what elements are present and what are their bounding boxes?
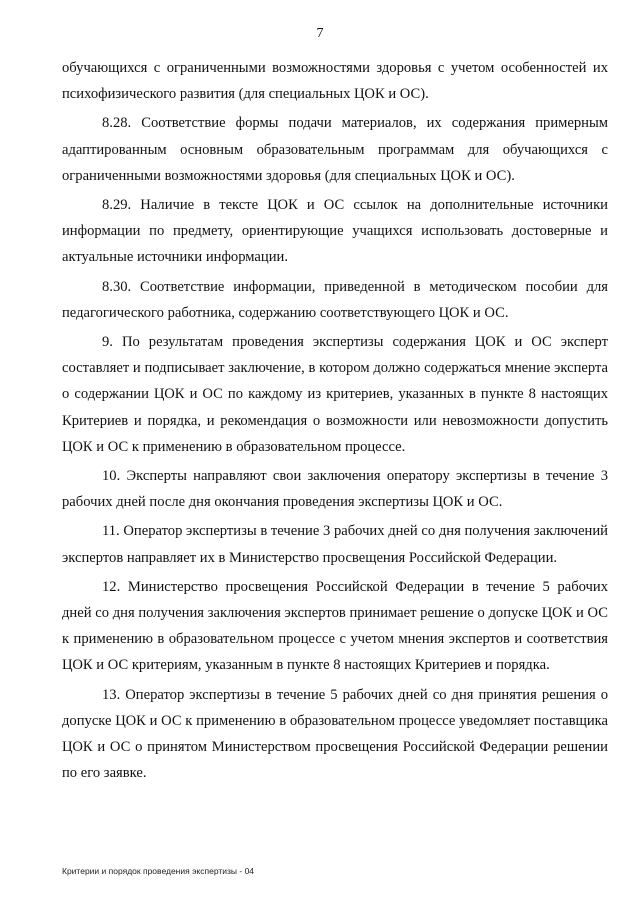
document-body (62, 55, 608, 786)
paragraph-12: 12. Министерство просвещения Российской Федерации в течение 5 рабочих дней со дня получения заключения экспертов принимает решение о допуске ЦОК и ОС к применению в образовательном процессе с учетом мнения экспертов и соответствия ЦОК и ОС критериям, указанным в пункте 8 настоящих Критериев и порядка. (62, 578, 608, 674)
paragraph-continuation: обучающихся с ограниченными возможностями здоровья с учетом особенностей их психофизического развития (для специальных ЦОК и ОС). (62, 60, 608, 103)
page-number: 7 (316, 26, 324, 41)
paragraph-13: 13. Оператор экспертизы в течение 5 рабочих дней со дня принятия решения о допуске ЦОК и ОС к применению в образовательном процессе уведомляет поставщика ЦОК и ОС о принятом Министерством просвещения Российской Федерации решении по его заявке. (62, 686, 608, 782)
paragraph-10: 10. Эксперты направляют свои заключения оператору экспертизы в течение 3 рабочих дней после дня окончания проведения экспертизы ЦОК и ОС. (62, 468, 608, 511)
page-footer: Критерии и порядок проведения экспертизы - 04 (62, 866, 255, 876)
paragraph-11: 11. Оператор экспертизы в течение 3 рабочих дней со дня получения заключений экспертов направляет их в Министерство просвещения Российской Федерации. (62, 523, 608, 566)
paragraph-8-28: 8.28. Соответствие формы подачи материалов, их содержания примерным адаптированным основным образовательным программам для обучающихся с ограниченными возможностями здоровья (для специальных ЦОК и ОС). (62, 115, 608, 184)
paragraph-9: 9. По результатам проведения экспертизы содержания ЦОК и ОС эксперт составляет и подписывает заключение, в котором должно содержаться мнение эксперта о содержании ЦОК и ОС по каждому из критериев, указанных в пункте 8 настоящих Критериев и порядка, и рекомендация о возможности или невозможности допустить ЦОК и ОС к применению в образовательном процессе. (62, 334, 608, 455)
paragraph-8-29: 8.29. Наличие в тексте ЦОК и ОС ссылок на дополнительные источники информации по предмету, ориентирующие учащихся использовать достоверные и актуальные источники информации. (62, 197, 608, 266)
paragraph-8-30: 8.30. Соответствие информации, приведенной в методическом пособии для педагогического работника, содержанию соответствующего ЦОК и ОС. (62, 278, 608, 321)
